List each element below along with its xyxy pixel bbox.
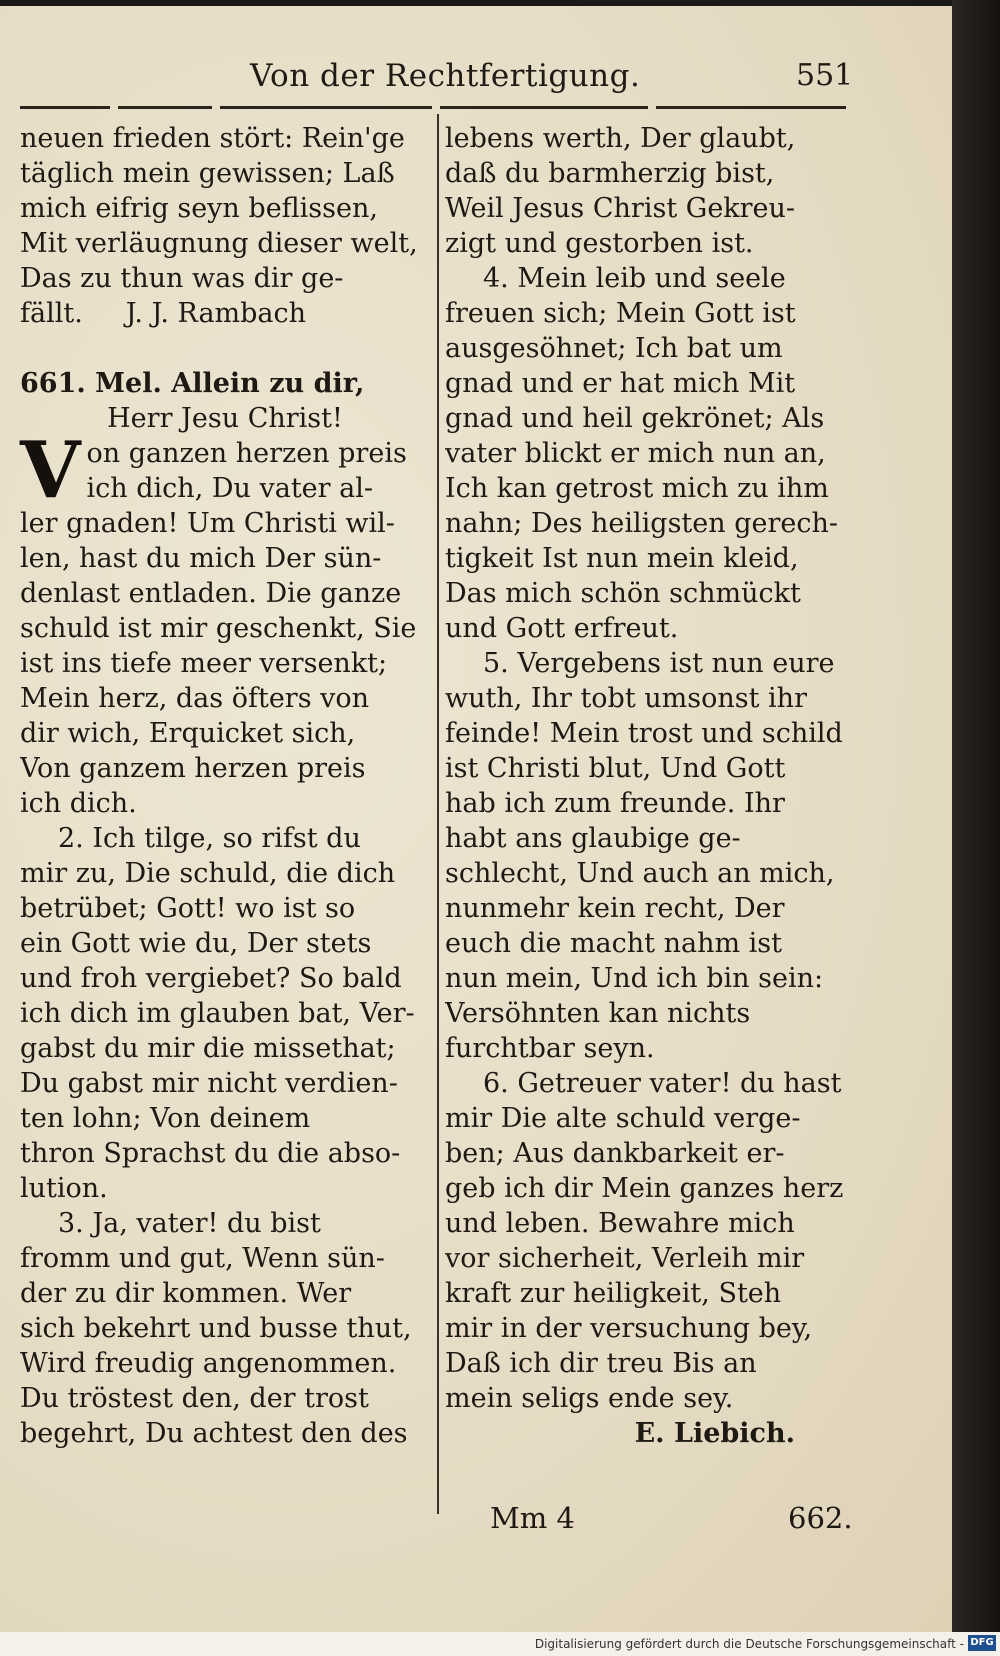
text-line: sich bekehrt und busse thut, (20, 1313, 412, 1344)
text-line: mir Die alte schuld verge- (445, 1103, 801, 1134)
verse-first-line: 4. Mein leib und seele (483, 263, 786, 294)
book-page (0, 6, 952, 1632)
text-line: ausgesöhnet; Ich bat um (445, 333, 783, 364)
text-line: zigt und gestorben ist. (445, 228, 754, 259)
text-line: vater blickt er mich nun an, (445, 438, 826, 469)
hymn-heading-cont: Herr Jesu Christ! (107, 403, 343, 434)
text-line: euch die macht nahm ist (445, 928, 782, 959)
text-line: und froh vergiebet? So bald (20, 963, 402, 994)
catchword-next-hymn: 662. (788, 1501, 853, 1535)
text-line: denlast entladen. Die ganze (20, 578, 402, 609)
text-line: mir in der versuchung bey, (445, 1313, 813, 1344)
text-line: nun mein, Und ich bin sein: (445, 963, 824, 994)
verse-1 (20, 425, 430, 821)
right-column (445, 121, 845, 1451)
text-line: Mein herz, das öfters von (20, 683, 370, 714)
text-line: und Gott erfreut. (445, 613, 679, 644)
signature-mark: Mm 4 (490, 1501, 575, 1535)
column-divider (437, 114, 439, 1514)
running-header-title: Von der Rechtfertigung. (250, 58, 641, 94)
text-line: dir wich, Erquicket sich, (20, 718, 356, 749)
text-line: täglich mein gewissen; Laß (20, 158, 395, 189)
header-rule (220, 106, 432, 109)
text-line: vor sicherheit, Verleih mir (445, 1243, 805, 1274)
verse-first-line: 2. Ich tilge, so rifst du (58, 823, 361, 854)
book-edge (952, 0, 1000, 1656)
text-line: nunmehr kein recht, Der (445, 893, 785, 924)
text-line: Du tröstest den, der trost (20, 1383, 369, 1414)
text-line: on ganzen herzen preis (86, 438, 407, 469)
text-line: der zu dir kommen. Wer (20, 1278, 352, 1309)
text-line: ein Gott wie du, Der stets (20, 928, 372, 959)
text-line: gnad und er hat mich Mit (445, 368, 796, 399)
text-line: freuen sich; Mein Gott ist (445, 298, 796, 329)
verse-2 (20, 821, 430, 1206)
header-rule (20, 106, 110, 109)
text-line: ist ins tiefe meer versenkt; (20, 648, 388, 679)
text-line: wuth, Ihr tobt umsonst ihr (445, 683, 807, 714)
header-rule (440, 106, 648, 109)
text-line: betrübet; Gott! wo ist so (20, 893, 356, 924)
hymn-heading: 661. Mel. Allein zu dir, (20, 368, 365, 399)
text-line: schuld ist mir geschenkt, Sie (20, 613, 417, 644)
left-column (20, 121, 430, 1451)
text-line: ist Christi blut, Und Gott (445, 753, 786, 784)
text-line: Versöhnten kan nichts (445, 998, 751, 1029)
verse-first-line: 6. Getreuer vater! du hast (483, 1068, 842, 1099)
text-line: ler gnaden! Um Christi wil- (20, 508, 395, 539)
text-line: fromm und gut, Wenn sün- (20, 1243, 385, 1274)
hymn-author: E. Liebich. (634, 1418, 795, 1449)
text-line: thron Sprachst du die abso- (20, 1138, 401, 1169)
text-line: habt ans glaubige ge- (445, 823, 741, 854)
text-line: Das zu thun was dir ge- (20, 263, 344, 294)
spacer (20, 331, 430, 366)
header-rule (118, 106, 212, 109)
text-line: neuen frieden stört: Rein'ge (20, 123, 405, 154)
text-line: gabst du mir die missethat; (20, 1033, 396, 1064)
verse-3 (20, 1206, 430, 1451)
text-line: mich eifrig seyn beflissen, (20, 193, 378, 224)
text-line: geb ich dir Mein ganzes herz (445, 1173, 844, 1204)
text-line: schlecht, Und auch an mich, (445, 858, 835, 889)
text-line: Mit verläugnung dieser welt, (20, 228, 418, 259)
text-line: len, hast du mich Der sün- (20, 543, 382, 574)
header-rule (656, 106, 846, 109)
dfg-logo: DFG (968, 1635, 996, 1651)
text-line: ich dich, Du vater al- (86, 473, 373, 504)
text-line: daß du barmherzig bist, (445, 158, 775, 189)
text-line: mein seligs ende sey. (445, 1383, 734, 1414)
text-line: feinde! Mein trost und schild (445, 718, 843, 749)
text-line: und leben. Bewahre mich (445, 1208, 795, 1239)
text-line: nahn; Des heiligsten gerech- (445, 508, 839, 539)
text-line: furchtbar seyn. (445, 1033, 655, 1064)
text-line: hab ich zum freunde. Ihr (445, 788, 785, 819)
text-line: ich dich. (20, 788, 137, 819)
text-line: lution. (20, 1173, 108, 1204)
text-line: Wird freudig angenommen. (20, 1348, 397, 1379)
text-line: Das mich schön schmückt (445, 578, 801, 609)
text-line: ben; Aus dankbarkeit er- (445, 1138, 785, 1169)
text-line: gnad und heil gekrönet; Als (445, 403, 825, 434)
text-line: begehrt, Du achtest den des (20, 1418, 408, 1449)
text-line: lebens werth, Der glaubt, (445, 123, 796, 154)
text-line-with-author: fällt. J. J. Rambach (20, 298, 307, 329)
text-line: mir zu, Die schuld, die dich (20, 858, 396, 889)
text-line: Daß ich dir treu Bis an (445, 1348, 757, 1379)
text-line: ten lohn; Von deinem (20, 1103, 311, 1134)
text-line: Weil Jesus Christ Gekreu- (445, 193, 796, 224)
text-line: Ich kan getrost mich zu ihm (445, 473, 829, 504)
text-line: ich dich im glauben bat, Ver- (20, 998, 415, 1029)
text-line: Du gabst mir nicht verdien- (20, 1068, 398, 1099)
verse-first-line: 5. Vergebens ist nun eure (483, 648, 835, 679)
text-line: kraft zur heiligkeit, Steh (445, 1278, 782, 1309)
page-number: 551 (796, 58, 854, 93)
verse-first-line: 3. Ja, vater! du bist (58, 1208, 321, 1239)
text-line: tigkeit Ist nun mein kleid, (445, 543, 799, 574)
text-line: Von ganzem herzen preis (20, 753, 366, 784)
digitization-credit: Digitalisierung gefördert durch die Deutsche Forschungsgemeinschaft - (534, 1637, 964, 1651)
drop-cap: V (20, 425, 81, 516)
